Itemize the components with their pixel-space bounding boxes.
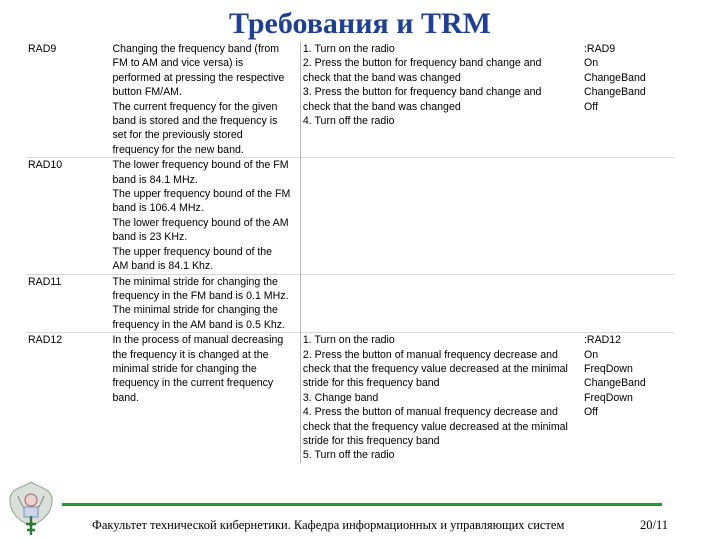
description-line: AM band is 84.1 Khz. — [112, 260, 214, 273]
test-steps — [300, 333, 582, 463]
test-step-line: 4. Press the button of manual frequency decrease and — [302, 406, 558, 419]
trm-line: On — [583, 57, 599, 70]
description-line: frequency for the new band. — [112, 143, 244, 156]
trm-sequence — [582, 42, 674, 158]
trm-line: Off — [583, 406, 598, 419]
description-line: the frequency it is changed at the — [112, 348, 269, 361]
trm-line: On — [583, 348, 599, 361]
description-line: Changing the frequency band (from — [112, 43, 280, 55]
description-line: The minimal stride for changing the — [112, 275, 278, 288]
trm-line: ChangeBand — [583, 86, 646, 99]
requirement-description — [110, 274, 300, 333]
requirement-row — [26, 333, 674, 463]
requirement-id: RAD12 — [26, 333, 110, 463]
description-line: minimal stride for changing the — [112, 362, 257, 375]
description-line: The upper frequency bound of the — [112, 245, 273, 258]
requirement-row — [26, 274, 674, 333]
requirement-description — [110, 333, 300, 463]
description-line: band. — [112, 391, 139, 404]
description-line: In the process of manual decreasing — [112, 334, 284, 347]
requirement-row — [26, 158, 674, 274]
description-line: The upper frequency bound of the FM — [112, 188, 291, 201]
trm-line: :RAD9 — [583, 43, 616, 55]
trm-sequence — [582, 274, 674, 333]
description-line: The lower frequency bound of the FM — [112, 159, 289, 172]
description-line: frequency in the FM band is 0.1 MHz. — [112, 289, 289, 302]
requirements-table-body — [26, 42, 674, 463]
trm-sequence — [582, 158, 674, 274]
footer-divider — [62, 503, 662, 506]
requirement-description — [110, 42, 300, 158]
test-step-line: 2. Press the button of manual frequency decrease and — [302, 348, 558, 361]
slide-title: Требования и TRM — [228, 7, 491, 40]
page-number: 20/11 — [640, 518, 669, 532]
footer-department: Факультет технической кибернетики. Кафедра информационных и управляющих систем — [92, 518, 565, 532]
test-steps — [300, 274, 582, 333]
test-step-line: 3. Press the button for frequency band change and — [302, 86, 542, 99]
trm-line: ChangeBand — [583, 71, 646, 84]
description-line: band is stored and the frequency is — [112, 115, 278, 128]
university-emblem-icon — [6, 480, 56, 538]
description-line: performed at pressing the respective — [112, 71, 285, 84]
test-step-line: 2. Press the button for frequency band change and — [302, 57, 542, 70]
test-step-line: 3. Change band — [302, 391, 379, 404]
requirements-table — [26, 42, 674, 463]
requirement-row — [26, 42, 674, 158]
description-line: set for the previously stored — [112, 129, 243, 142]
test-step-line: 4. Turn off the radio — [302, 115, 395, 128]
description-line: frequency in the AM band is 0.5 Khz. — [112, 318, 286, 331]
description-line: button FM/AM. — [112, 86, 182, 99]
test-step-line: 1. Turn on the radio — [302, 334, 395, 347]
test-steps — [300, 158, 582, 274]
test-step-line: check that the band was changed — [302, 71, 461, 84]
description-line: The current frequency for the given — [112, 100, 278, 113]
trm-line: FreqDown — [583, 362, 633, 375]
trm-sequence — [582, 333, 674, 463]
test-step-line: stride for this frequency band — [302, 377, 440, 390]
test-step-line: 1. Turn on the radio — [302, 43, 395, 55]
description-line: FM to AM and vice versa) is — [112, 57, 244, 70]
test-step-line: check that the frequency value decreased at the minimal — [302, 362, 568, 375]
description-line: The lower frequency bound of the AM — [112, 216, 289, 229]
requirement-id: RAD10 — [26, 158, 110, 274]
test-steps — [300, 42, 582, 158]
description-line: band is 106.4 MHz. — [112, 202, 204, 215]
trm-line: FreqDown — [583, 391, 633, 404]
test-step-line: stride for this frequency band — [302, 434, 440, 447]
description-line: band is 84.1 MHz. — [112, 173, 198, 186]
trm-line: Off — [583, 100, 598, 113]
requirement-id: RAD9 — [28, 43, 57, 55]
test-step-line: check that the band was changed — [302, 100, 461, 113]
test-step-line: check that the frequency value decreased at the minimal — [302, 420, 568, 433]
trm-line: :RAD12 — [583, 334, 622, 347]
description-line: band is 23 KHz. — [112, 231, 188, 244]
description-line: frequency in the current frequency — [112, 377, 274, 390]
requirement-description — [110, 158, 300, 274]
trm-line: ChangeBand — [583, 377, 646, 390]
test-step-line: 5. Turn off the radio — [302, 449, 395, 462]
description-line: The minimal stride for changing the — [112, 304, 278, 317]
requirement-id: RAD11 — [26, 274, 110, 333]
